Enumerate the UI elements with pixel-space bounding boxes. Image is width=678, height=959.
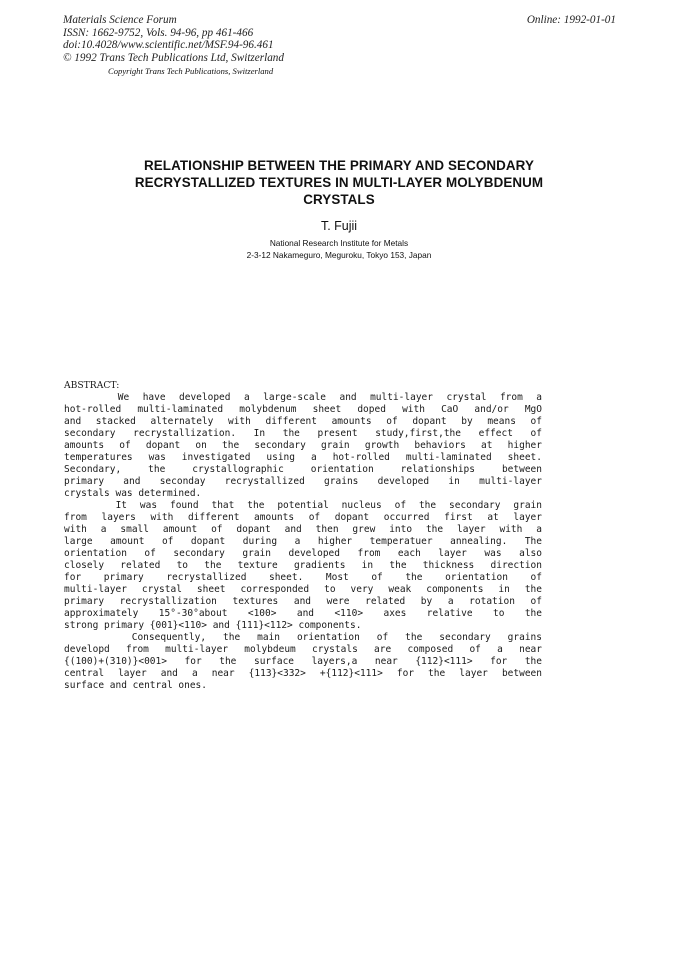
- abstract-line: Secondary, the crystallographic orientation relationships between: [64, 464, 542, 475]
- abstract-line: strong primary {001}<110> and {111}<112> components.: [64, 620, 362, 631]
- abstract-line: amounts of dopant on the secondary grain growth behaviors at higher: [64, 440, 542, 451]
- abstract-line: central layer and a near {113}<332> +{112}<111> for the layer between: [64, 668, 542, 679]
- abstract-line: primary recrystallization textures and were related by a rotation of: [64, 596, 542, 607]
- journal-info: [63, 14, 284, 64]
- abstract-line: primary and seconday recrystallized grains developed in multi-layer: [64, 476, 542, 487]
- copyright-notice: Copyright Trans Tech Publications, Switzerland: [108, 66, 274, 76]
- journal-doi[interactable]: doi:10.4028/www.scientific.net/MSF.94-96.461: [63, 39, 274, 52]
- abstract-line: large amount of dopant during a higher temperatuer annealing. The: [64, 536, 542, 547]
- journal-issn: ISSN: 1662-9752, Vols. 94-96, pp 461-466: [63, 26, 254, 39]
- title-line: RELATIONSHIP BETWEEN THE PRIMARY AND SECONDARY: [144, 158, 534, 173]
- journal-name: Materials Science Forum: [63, 14, 177, 26]
- abstract-heading: ABSTRACT:: [64, 380, 120, 391]
- abstract-line: with a small amount of dopant and then grew into the layer with a: [64, 524, 542, 535]
- abstract-line: hot-rolled multi-laminated molybdenum sheet doped with CaO and/or MgO: [64, 404, 542, 415]
- online-date: Online: 1992-01-01: [526, 14, 616, 26]
- abstract-line: from layers with different amounts of dopant occurred first at layer: [64, 512, 542, 523]
- abstract-line: temperatures was investigated using a hot-rolled multi-laminated sheet.: [64, 452, 542, 463]
- journal-copyright: © 1992 Trans Tech Publications Ltd, Switzerland: [63, 51, 284, 64]
- abstract-line: approximately 15°-30°about <100> and <110> axes relative to the: [64, 608, 542, 619]
- abstract-line: We have developed a large-scale and multi-layer crystal from a: [64, 392, 542, 403]
- abstract-line: {(100)+(310)}<001> for the surface layers,a near {112}<111> for the: [64, 656, 542, 667]
- abstract-line: closely related to the texture gradients in the thickness direction: [64, 560, 542, 571]
- abstract-line: secondary recrystallization. In the present study,first,the effect of: [64, 428, 542, 439]
- abstract-line: and stacked alternately with different amounts of dopant by means of: [64, 416, 542, 427]
- affiliation-institute: National Research Institute for Metals: [269, 238, 409, 248]
- abstract-line: for primary recrystallized sheet. Most of the orientation of: [64, 572, 542, 583]
- abstract-line: Consequently, the main orientation of the secondary grains: [64, 632, 542, 643]
- abstract-line: developd from multi-layer molybdeum crystals are composed of a near: [64, 644, 542, 655]
- title-line: CRYSTALS: [303, 192, 375, 207]
- abstract-line: surface and central ones.: [64, 680, 207, 691]
- paper-title: [80, 157, 598, 208]
- author-affiliation: [80, 238, 598, 261]
- affiliation-address: 2-3-12 Nakameguro, Meguroku, Tokyo 153, Japan: [246, 249, 432, 260]
- abstract-line: orientation of secondary grain developed from each layer was also: [64, 548, 542, 559]
- title-line: RECRYSTALLIZED TEXTURES IN MULTI-LAYER MOLYBDENUM: [134, 175, 544, 190]
- abstract-line: It was found that the potential nucleus of the secondary grain: [64, 500, 542, 511]
- abstract-line: crystals was determined.: [64, 488, 202, 499]
- abstract-line: multi-layer crystal sheet corresponded to very weak components in the: [64, 584, 542, 595]
- paper-author: T. Fujii: [320, 219, 358, 233]
- abstract: [64, 380, 542, 692]
